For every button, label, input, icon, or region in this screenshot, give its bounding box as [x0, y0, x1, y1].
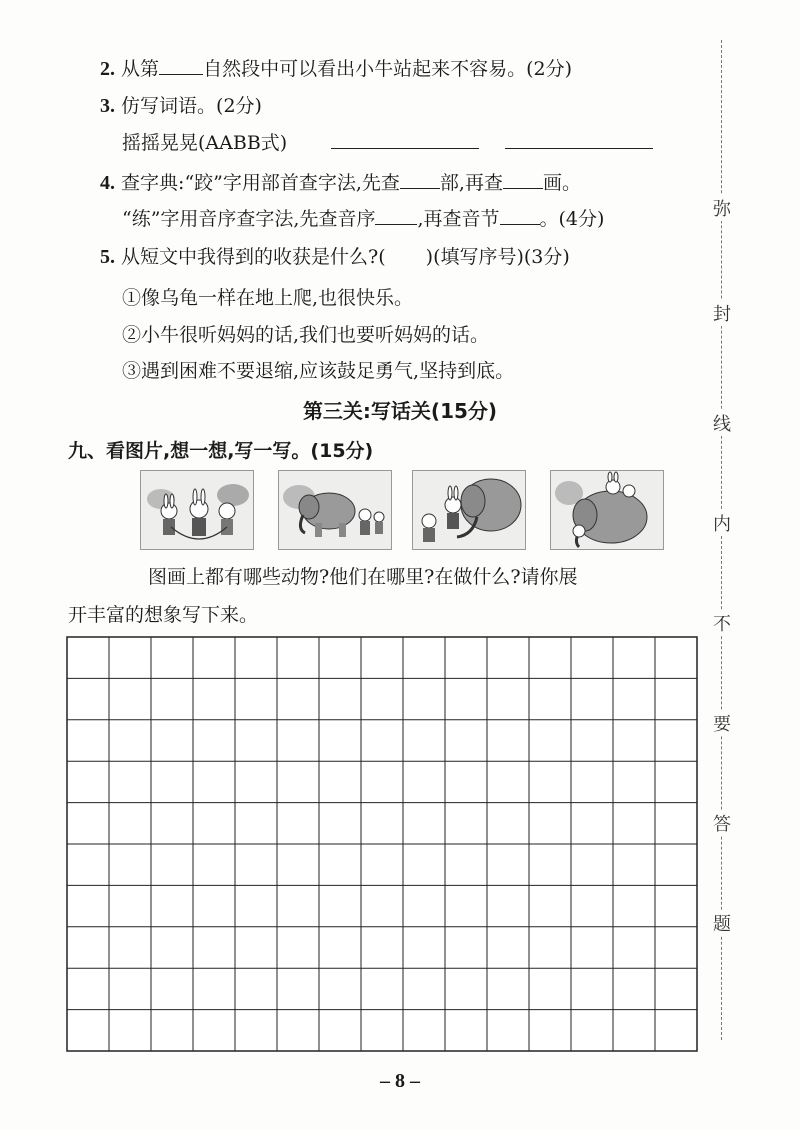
section-title: 第三关:写话关(15分) — [302, 399, 498, 423]
answer-blank[interactable] — [375, 206, 417, 225]
answer-blank[interactable] — [400, 170, 440, 189]
question-5 — [100, 244, 570, 270]
seal-dashed-line — [721, 40, 722, 1040]
seal-line — [700, 40, 744, 1040]
option-1: ①像乌龟一样在地上爬,也很快乐。 — [122, 287, 414, 309]
example-word-row — [122, 130, 653, 156]
example-word: 摇摇晃晃(AABB式) — [122, 132, 288, 154]
question-9-title: 九、看图片,想一想,写一写。(15分) — [68, 440, 374, 462]
question-text: 从短文中我得到的收获是什么?( — [121, 246, 386, 268]
question-number: 4. — [100, 172, 115, 194]
question-text: ,再查音节 — [417, 208, 500, 230]
picture-animals-on-elephant — [550, 470, 664, 550]
question-3 — [100, 93, 262, 119]
picture-rabbits-jump-rope — [140, 470, 254, 550]
question-number: 3. — [100, 95, 115, 117]
question-text: 从第 — [121, 58, 160, 80]
question-4-line-1 — [100, 170, 581, 196]
question-4-line-2 — [122, 206, 604, 232]
seal-char: 要 — [708, 710, 736, 736]
question-text: “练”字用音序查字法,先查音序 — [122, 208, 376, 230]
question-text: 自然段中可以看出小牛站起来不容易。(2分) — [203, 58, 572, 80]
seal-char: 线 — [708, 410, 736, 436]
seal-char: 不 — [708, 610, 736, 636]
option-2: ②小牛很听妈妈的话,我们也要听妈妈的话。 — [122, 324, 490, 346]
answer-blank[interactable] — [331, 130, 479, 149]
answer-blank[interactable] — [505, 130, 653, 149]
seal-char: 答 — [708, 810, 736, 836]
answer-blank[interactable] — [159, 56, 203, 75]
option-3: ③遇到困难不要退缩,应该鼓足勇气,坚持到底。 — [122, 360, 515, 382]
page-number: – 8 – — [380, 1070, 420, 1092]
seal-char: 题 — [708, 910, 736, 936]
picture-elephant-arrives — [278, 470, 392, 550]
question-text: 部,再查 — [439, 172, 503, 194]
question-text: 画。 — [542, 172, 581, 194]
writing-prompt-line-2: 开丰富的想象写下来。 — [68, 604, 259, 626]
picture-rabbit-with-elephant — [412, 470, 526, 550]
question-text: 查字典:“跤”字用部首查字法,先查 — [121, 172, 400, 194]
writing-grid[interactable] — [66, 636, 698, 1052]
question-number: 5. — [100, 246, 115, 268]
question-text: 。(4分) — [539, 208, 605, 230]
question-number: 2. — [100, 58, 115, 80]
seal-char: 弥 — [708, 195, 736, 221]
question-2 — [100, 56, 572, 82]
question-text: )(填写序号)(3分) — [425, 246, 570, 268]
seal-char: 封 — [708, 300, 736, 326]
seal-char: 内 — [708, 510, 736, 536]
answer-blank[interactable] — [503, 170, 543, 189]
question-text: 仿写词语。(2分) — [121, 95, 262, 117]
writing-prompt-line-1: 图画上都有哪些动物?他们在哪里?在做什么?请你展 — [148, 566, 578, 588]
answer-blank[interactable] — [500, 206, 540, 225]
